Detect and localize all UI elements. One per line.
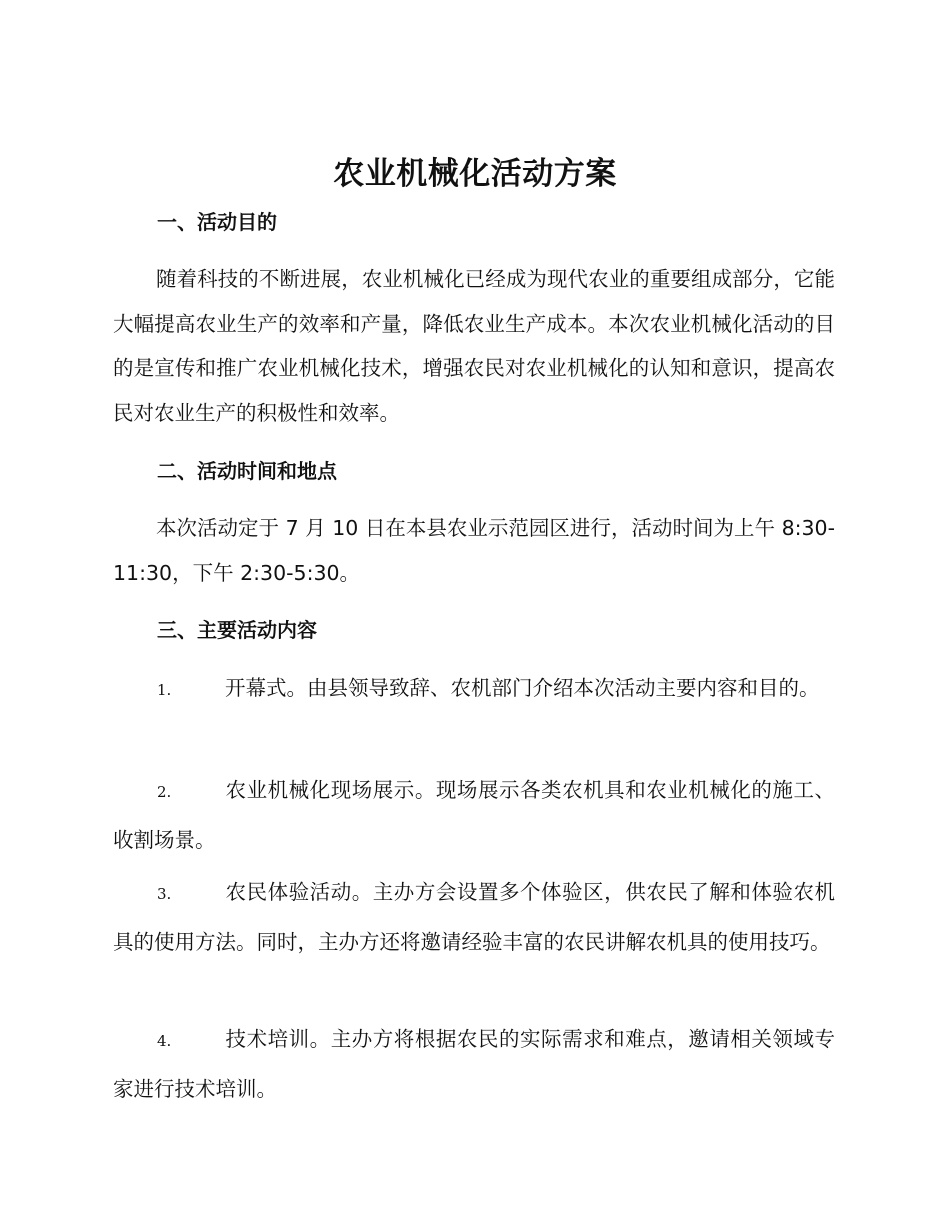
document-title: 农业机械化活动方案 <box>333 156 617 192</box>
list-item-number: 1. <box>157 681 172 699</box>
section-heading-purpose: 一、活动目的 <box>157 210 277 234</box>
list-item <box>113 766 835 864</box>
list-item-number: 4. <box>157 1032 172 1050</box>
list-item-text: 开幕式。由县领导致辞、农机部门介绍本次活动主要内容和目的。 <box>225 676 820 700</box>
list-item <box>113 664 835 714</box>
list-item-text: 农业机械化现场展示。现场展示各类农机具和农业机械化的施工、收割场景。 <box>113 778 835 852</box>
list-item-text: 技术培训。主办方将根据农民的实际需求和难点，邀请相关领域专家进行技术培训。 <box>113 1027 835 1101</box>
section-paragraph-purpose: 随着科技的不断进展，农业机械化已经成为现代农业的重要组成部分，它能大幅提高农业生产的效率和产量，降低农业生产成本。本次农业机械化活动的目的是宣传和推广农业机械化技术，增强农民对农业机械化的认知和意识，提高农民对农业生产的积极性和效率。 <box>113 267 835 425</box>
list-item-number: 3. <box>157 885 172 903</box>
list-item-number: 2. <box>157 783 172 801</box>
list-item <box>113 868 835 966</box>
section-heading-time-place: 二、活动时间和地点 <box>157 459 337 483</box>
list-item <box>113 1015 835 1113</box>
section-paragraph-time-place: 本次活动定于 7 月 10 日在本县农业示范园区进行，活动时间为上午 8:30-11:30，下午 2:30-5:30。 <box>113 516 835 585</box>
list-item-text: 农民体验活动。主办方会设置多个体验区，供农民了解和体验农机具的使用方法。同时，主办方还将邀请经验丰富的农民讲解农机具的使用技巧。 <box>113 880 835 954</box>
section-heading-content: 三、主要活动内容 <box>157 618 317 642</box>
